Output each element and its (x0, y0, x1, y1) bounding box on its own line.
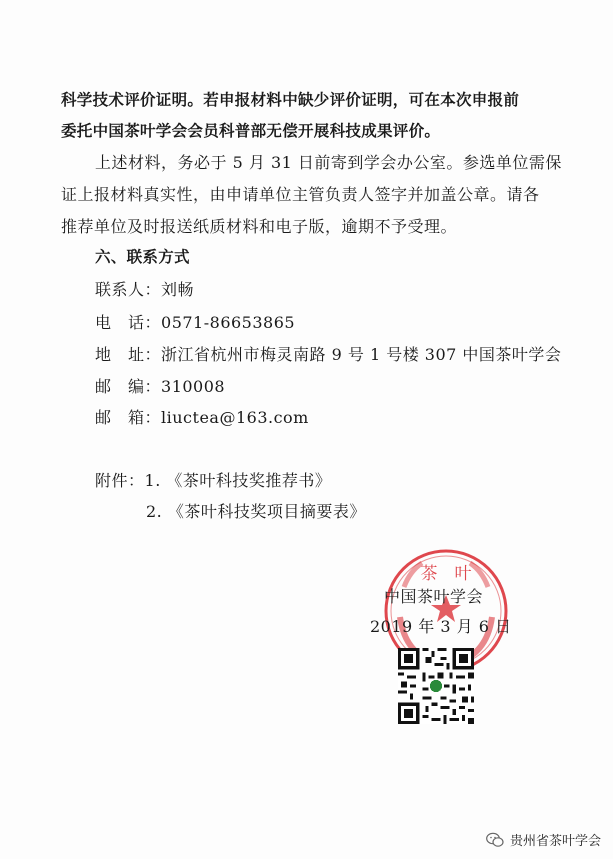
address-value: 浙江省杭州市梅灵南路 9 号 1 号楼 307 中国茶叶学会 (161, 345, 562, 364)
contact-phone-row (95, 310, 295, 333)
signature-date: 2019 年 3 月 6 日 (370, 617, 512, 636)
contact-heading: 六、联系方式 (95, 248, 190, 266)
attachment-item-2: 2. 《茶叶科技奖项目摘要表》 (146, 502, 366, 521)
paragraph2-line3: 推荐单位及时报送纸质材料和电子版，逾期不予受理。 (61, 217, 458, 236)
zip-label: 邮 编： (95, 377, 162, 396)
email-value: liuctea@163.com (161, 408, 309, 427)
paragraph1-line1: 科学技术评价证明。若申报材料中缺少评价证明，可在本次申报前 (61, 91, 520, 109)
phone-label: 电 话： (95, 313, 162, 332)
signature-org: 中国茶叶学会 (384, 587, 484, 606)
attachments-row1 (95, 468, 331, 491)
email-label: 邮 箱： (95, 408, 162, 427)
contact-email-row (95, 405, 309, 428)
phone-value: 0571-86653865 (161, 313, 296, 332)
paragraph2-line2: 证上报材料真实性，由申请单位主管负责人签字并加盖公章。请各 (61, 185, 540, 204)
address-label: 地 址： (95, 345, 162, 364)
seal-text: 茶 叶 (420, 564, 472, 584)
wechat-account-name: 贵州省茶叶学会 (509, 834, 601, 849)
qr-code-image (398, 648, 474, 724)
zip-value: 310008 (161, 377, 226, 396)
contact-zip-row (95, 374, 225, 397)
paragraph1-line2: 委托中国茶叶学会会员科普部无偿开展科技成果评价。 (61, 122, 441, 140)
contact-address-row (95, 342, 561, 365)
attachment-item-1: 1. 《茶叶科技奖推荐书》 (144, 471, 332, 490)
wechat-icon (486, 832, 504, 848)
attachments-label: 附件： (95, 471, 145, 490)
paragraph2-line1: 上述材料，务必于 5 月 31 日前寄到学会办公室。参选单位需保 (95, 153, 562, 172)
contact-person: 联系人：刘畅 (95, 280, 195, 299)
wechat-account-watermark (486, 830, 601, 849)
